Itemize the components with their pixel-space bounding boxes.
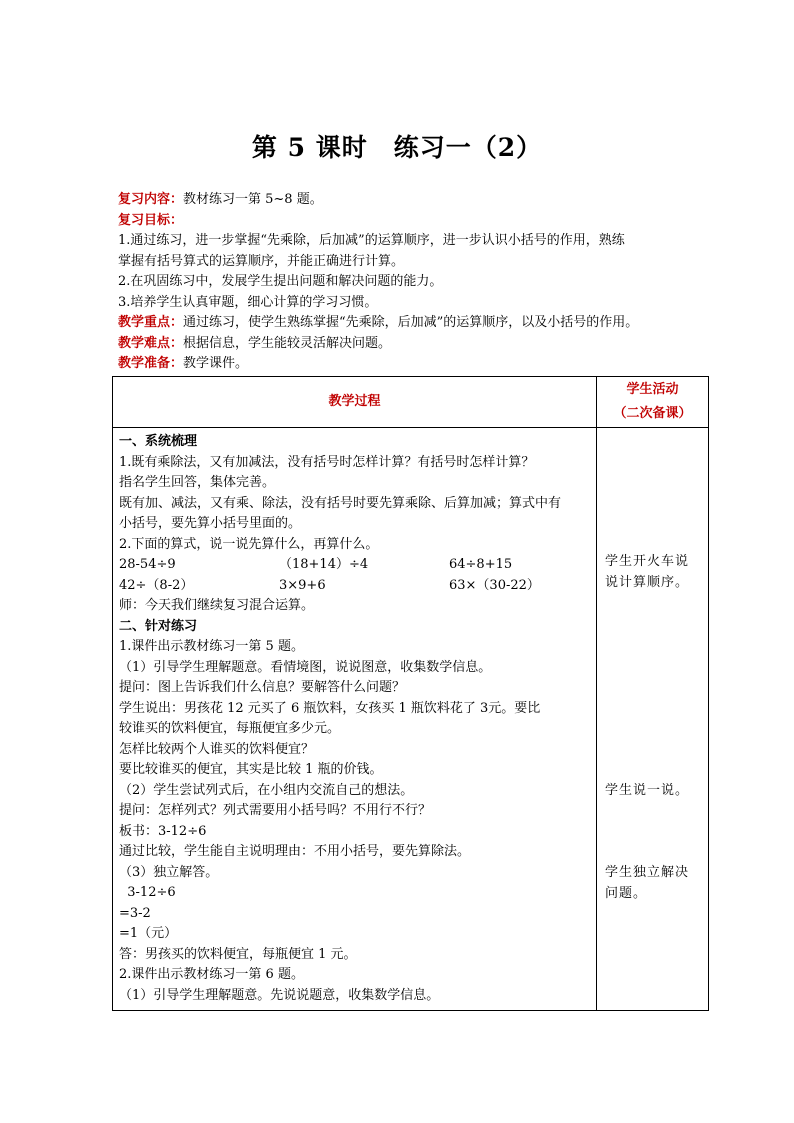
difficulty-text: 根据信息，学生能较灵活解决问题。 [183, 335, 392, 351]
expression-row [119, 576, 590, 597]
text-line: 3-12÷6 [119, 885, 176, 900]
activity-note [605, 552, 701, 593]
note-line: 学生说一说。 [605, 783, 690, 798]
process-header: 教学过程 [113, 377, 597, 428]
content-label: 复习内容： [118, 192, 184, 207]
page-title: 第 5 课时 练习一（2） [251, 133, 543, 162]
expression: 64÷8+15 [449, 557, 513, 572]
text-line: 2.课件出示教材练习一第 6 题。 [119, 967, 304, 982]
text-line: =3-2 [119, 905, 151, 921]
prep-text: 教学课件。 [183, 356, 249, 371]
goal-item: 2.在巩固练习中，发展学生提出问题和解决问题的能力。 [118, 274, 443, 289]
text-line: （3）独立解答。 [119, 864, 219, 880]
lesson-table [112, 376, 709, 1011]
prep-label: 教学准备： [118, 356, 184, 371]
expression: 42÷（8-2） [119, 577, 194, 593]
text-line: 1.课件出示教材练习一第 5 题。 [119, 639, 304, 654]
key-label: 教学重点： [118, 315, 184, 330]
text-line: 板书：3-12÷6 [119, 823, 207, 839]
note-line: 问题。 [605, 885, 648, 901]
text-line: 较谁买的饮料便宜，每瓶便宜多少元。 [119, 721, 341, 736]
activity-header-line2: （二次备课） [613, 406, 692, 421]
key-line [118, 313, 698, 334]
expression-row [119, 555, 590, 576]
note-line: 说计算顺序。 [605, 574, 690, 590]
content-text: 教材练习一第 5~8 题。 [183, 192, 323, 207]
difficulty-label: 教学难点： [118, 335, 184, 351]
content-line [118, 190, 698, 211]
goal-item: 3.培养学生认真审题，细心计算的学习习惯。 [118, 294, 378, 310]
expression: 28-54÷9 [119, 557, 176, 572]
text-line: 学生说出：男孩花 12 元买了 6 瓶饮料，女孩买 1 瓶饮料花了 3元。要比 [119, 700, 541, 716]
goal-label: 复习目标： [118, 212, 184, 228]
text-line: 怎样比较两个人谁买的饮料便宜？ [119, 741, 315, 757]
goal-line [118, 211, 698, 232]
text-line: 提问：怎样列式？列式需要用小括号吗？不用行不行？ [119, 803, 432, 818]
text-line: 提问：图上告诉我们什么信息？要解答什么问题？ [119, 680, 406, 695]
goal-item: 掌握有括号算式的运算顺序，并能正确进行计算。 [118, 253, 405, 269]
text-line: 师：今天我们继续复习混合运算。 [119, 598, 315, 613]
activity-header-line1: 学生活动 [626, 382, 679, 397]
note-line: 学生开火车说 [605, 554, 690, 569]
text-line: （1）引导学生理解题意。看情境图，说说图意，收集数学信息。 [119, 659, 492, 675]
activity-header [597, 377, 709, 428]
text-line: 1.既有乘除法，又有加减法，没有括号时怎样计算？有括号时怎样计算？ [119, 454, 535, 470]
text-line: 答：男孩买的饮料便宜，每瓶便宜 1 元。 [119, 946, 357, 962]
activity-note [605, 863, 701, 904]
text-line: 小括号，要先算小括号里面的。 [119, 516, 302, 531]
text-line: 要比较谁买的便宜，其实是比较 1 瓶的价钱。 [119, 762, 383, 777]
goal-item: 1.通过练习，进一步掌握“先乘除，后加减”的运算顺序，进一步认识小括号的作用，熟练 [118, 233, 625, 248]
note-line: 学生独立解决 [605, 865, 690, 880]
text-line: （2）学生尝试列式后，在小组内交流自己的想法。 [119, 782, 414, 798]
lesson-meta [118, 190, 698, 375]
text-line: =1（元） [119, 926, 178, 941]
expression: 3×9+6 [279, 577, 326, 593]
key-text: 通过练习，使学生熟练掌握“先乘除，后加减”的运算顺序，以及小括号的作用。 [183, 315, 639, 330]
process-body [113, 428, 597, 1011]
text-line: 指名学生回答，集体完善。 [119, 475, 276, 490]
section-title: 一、系统梳理 [119, 434, 198, 449]
expression: （18+14）÷4 [279, 557, 369, 572]
difficulty-line [118, 334, 698, 355]
expression: 63×（30-22） [449, 577, 540, 593]
activity-note [605, 781, 701, 802]
activity-body [597, 428, 709, 1011]
text-line: 既有加、减法，又有乘、除法，没有括号时要先算乘除、后算加减；算式中有 [119, 495, 562, 511]
text-line: 通过比较，学生能自主说明理由：不用小括号，要先算除法。 [119, 844, 471, 859]
prep-line [118, 354, 698, 375]
text-line: 2.下面的算式，说一说先算什么，再算什么。 [119, 536, 379, 552]
section-title: 二、针对练习 [119, 618, 198, 634]
text-line: （1）引导学生理解题意。先说说题意，收集数学信息。 [119, 987, 440, 1003]
